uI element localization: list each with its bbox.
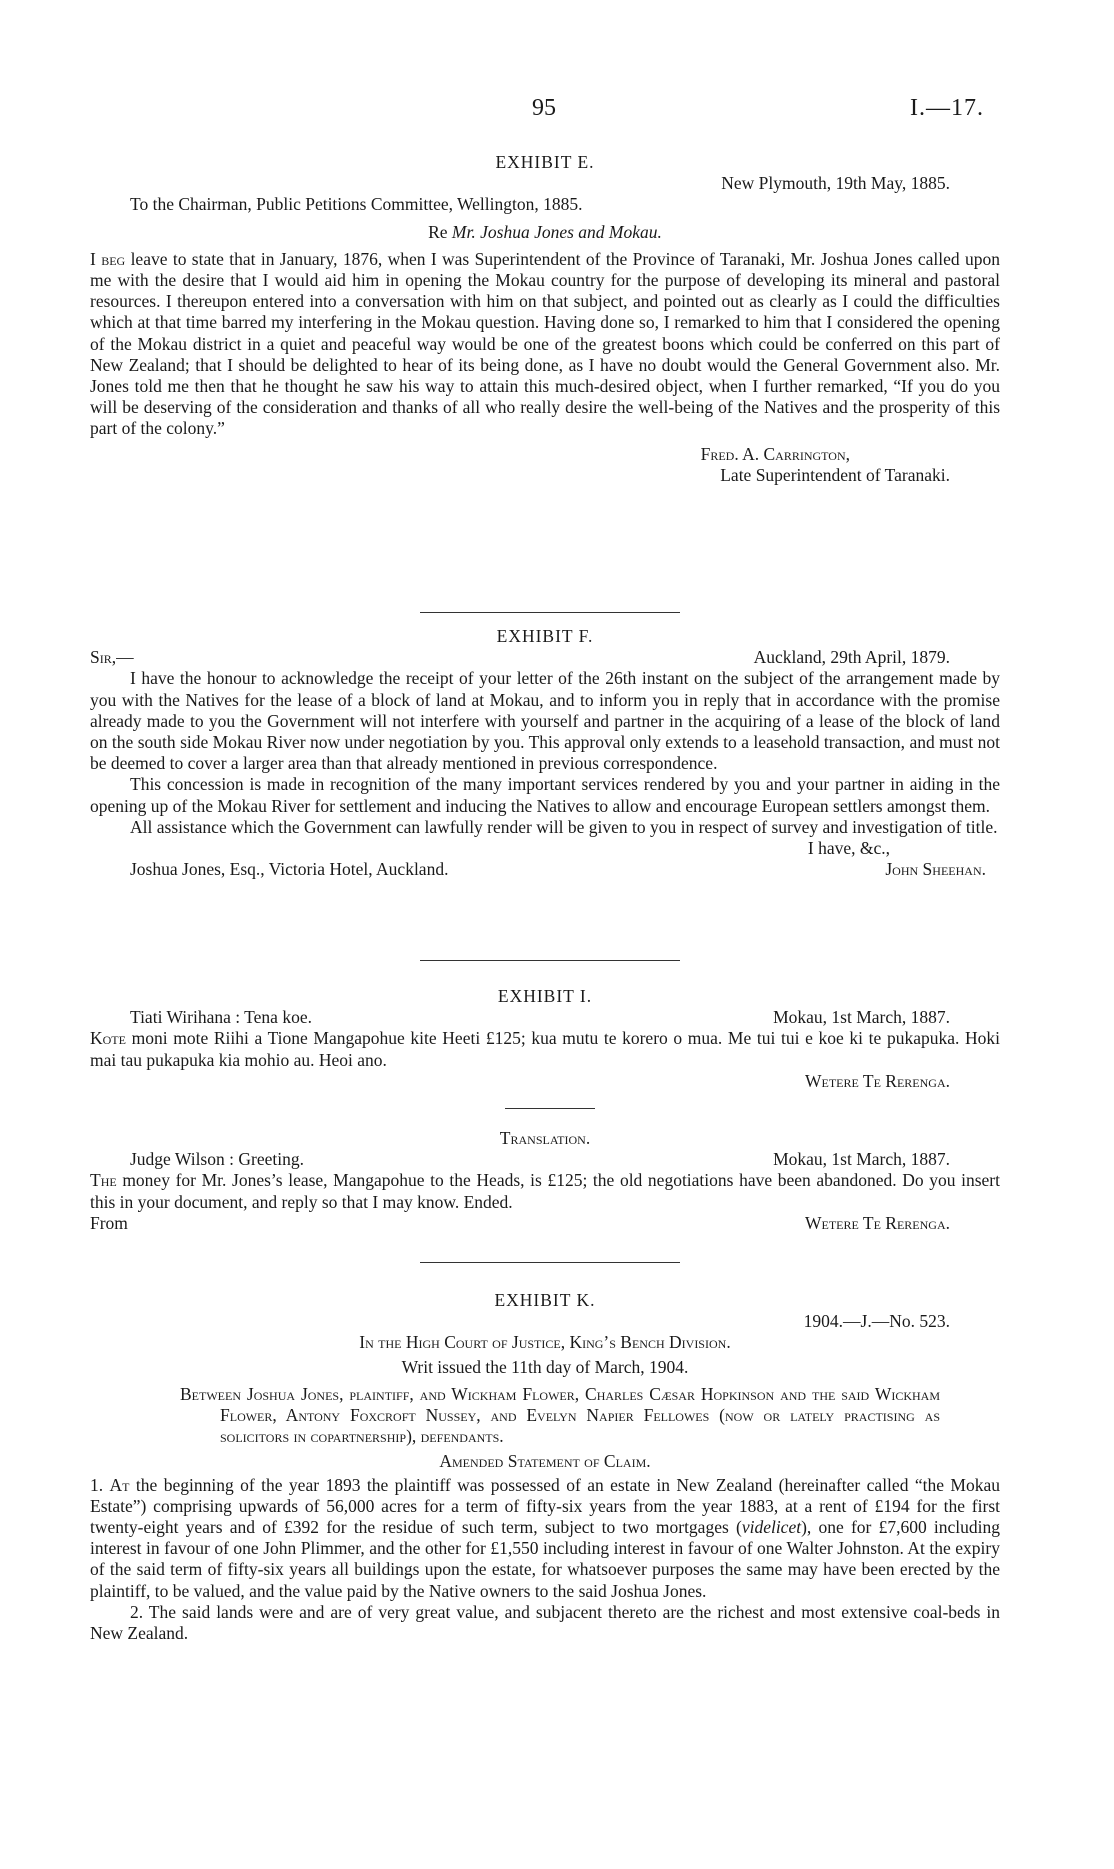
- document-reference: I.—17.: [910, 95, 984, 121]
- translation-signature: Wetere Te Rerenga.: [804, 1212, 950, 1233]
- exhibit-e-body-text: leave to state that in January, 1876, when I was Superintendent of the Province of Taranaki, Mr. Joshua Jones called upon me with the desire that I would aid him in opening the Mokau country for the purpose of developing its mineral and pastoral resources. I thereupon entered into a conversation with him on that subject, and pointed out as clearly as I could the difficulties which at that time barred my interfering in the Mokau question. Having done so, I remarked to him that I considered the opening of the Mokau district in a quiet and peaceful way would be one of the greatest boons which could be conferred on this part of New Zealand; that I should be delighted to hear of its being done, as I have no doubt would the General Government also. Mr. Jones told me then that he thought he saw his way to attain this much-desired object, when I further remarked, “If you do you will be deserving of the consideration and thanks of all who really desire the well-being of the Natives and the prosperity of this part of the colony.”: [90, 248, 1001, 439]
- translation-from: From: [90, 1212, 128, 1233]
- exhibit-f: [90, 626, 1000, 880]
- exhibit-e-addressee: To the Chairman, Public Petitions Committee, Wellington, 1885.: [130, 194, 583, 215]
- section-divider: [420, 612, 680, 613]
- translation: [90, 1128, 1000, 1234]
- exhibit-k-court: In the High Court of Justice, King’s Bench Division.: [359, 1332, 731, 1353]
- exhibit-f-closing: I have, &c.,: [807, 838, 890, 859]
- exhibit-e-re-prefix: Re: [428, 221, 448, 242]
- exhibit-i-opening: Kote: [90, 1028, 126, 1049]
- exhibit-e-signature-title: Late Superintendent of Taranaki.: [720, 464, 950, 485]
- translation-opening: The: [90, 1170, 117, 1191]
- exhibit-e-body: [90, 249, 1000, 440]
- translation-heading-line: [90, 1149, 1000, 1170]
- exhibit-i-heading-line: [90, 1007, 1000, 1028]
- exhibit-k-title: EXHIBIT K.: [494, 1290, 596, 1310]
- exhibit-e-title: EXHIBIT E.: [495, 152, 595, 172]
- exhibit-e-place-date: New Plymouth, 19th May, 1885.: [721, 173, 950, 194]
- exhibit-e: [90, 152, 1000, 486]
- translation-title: Translation.: [499, 1128, 591, 1148]
- exhibit-k-para-1: [90, 1475, 1000, 1602]
- exhibit-k: [90, 1290, 1000, 1644]
- page-number: 95: [532, 95, 556, 121]
- exhibit-f-salutation: Sir,—: [90, 647, 134, 668]
- exhibit-e-re-subject: Mr. Joshua Jones and Mokau.: [451, 221, 662, 242]
- exhibit-k-para-1-text-b: ), one for £7,600 including interest in favour of one John Plimmer, and the other for £1,550 including interest in favour of one Walter Johnston. At the expiry of the said term of fifty-six years all buildings upon the estate, for whatsoever purposes the same may have been erected by the plaintiff, to be valued, and the value paid by the Native owners to the said Joshua Jones.: [90, 1517, 1001, 1601]
- exhibit-k-para-1-opening: At: [109, 1474, 130, 1495]
- translation-place-date: Mokau, 1st March, 1887.: [773, 1149, 950, 1170]
- exhibit-k-parties: Between Joshua Jones, plaintiff, and Wickham Flower, Charles Cæsar Hopkinson and the said Wickham Flower, Antony Foxcroft Nussey, and Evelyn Napier Fellowes (now or lately practising as solicitors in copartnership), defendants.: [180, 1383, 940, 1447]
- exhibit-k-para-1-italic: videlicet: [741, 1517, 802, 1538]
- exhibit-i: [90, 986, 1000, 1092]
- exhibit-k-para-1-number: 1.: [90, 1474, 104, 1495]
- exhibit-k-para-2: 2. The said lands were and are of very great value, and subjacent thereto are the richest and most extensive coal-beds in New Zealand.: [90, 1601, 1000, 1644]
- exhibit-f-para-1: I have the honour to acknowledge the receipt of your letter of the 26th instant on the subject of the arrangement made by you with the Natives for the lease of a block of land at Mokau, and to inform you in reply that in accordance with the promise already made to you the Government will not interfere with yourself and partner in the acquiring of a lease of the block of land on the south side Mokau River now under negotiation by you. This approval only extends to a leasehold transaction, and must not be deemed to cover a larger area than that already mentioned in previous correspondence.: [90, 668, 1000, 774]
- exhibit-i-place-date: Mokau, 1st March, 1887.: [773, 1007, 950, 1028]
- translation-body-text: money for Mr. Jones’s lease, Mangapohue to the Heads, is £125; the old negotiations have been abandoned. Do you insert this in your document, and reply so that I may know. Ended.: [90, 1170, 1000, 1212]
- exhibit-f-recipient: Joshua Jones, Esq., Victoria Hotel, Auckland.: [130, 859, 449, 880]
- exhibit-k-case-number: 1904.—J.—No. 523.: [803, 1311, 950, 1332]
- exhibit-f-para-2: This concession is made in recognition of the many important services rendered by you and your partner in aiding in the opening up of the Mokau River for settlement and inducing the Natives to allow and encourage European settlers amongst them.: [90, 774, 1000, 816]
- exhibit-e-opening: I beg: [90, 248, 126, 269]
- exhibit-f-heading-line: [90, 647, 1000, 668]
- translation-greeting: Judge Wilson : Greeting.: [130, 1149, 304, 1170]
- exhibit-k-writ: Writ issued the 11th day of March, 1904.: [401, 1356, 689, 1377]
- translation-body: [90, 1170, 1000, 1212]
- section-divider: [420, 1262, 680, 1263]
- translation-from-line: [90, 1213, 1000, 1234]
- exhibit-i-title: EXHIBIT I.: [497, 986, 593, 1006]
- exhibit-f-title: EXHIBIT F.: [496, 626, 594, 646]
- exhibit-i-greeting: Tiati Wirihana : Tena koe.: [130, 1007, 312, 1028]
- exhibit-f-place-date: Auckland, 29th April, 1879.: [753, 647, 950, 668]
- exhibit-e-signature: [90, 444, 1000, 465]
- section-divider: [420, 960, 680, 961]
- exhibit-f-recipient-line: [90, 859, 1000, 880]
- exhibit-f-signature: John Sheehan.: [885, 859, 986, 880]
- exhibit-i-body: [90, 1028, 1000, 1070]
- exhibit-e-signature-name: Fred. A. Carrington,: [700, 443, 850, 464]
- section-divider-short: [505, 1108, 595, 1109]
- exhibit-i-body-text: moni mote Riihi a Tione Mangapohue kite Heeti £125; kua mutu te korero o mua. Me tui tui e koe ki te pukapuka. Hoki mai tau pukapuka kia mohio au. Heoi ano.: [90, 1028, 1000, 1070]
- exhibit-k-statement-title: Amended Statement of Claim.: [439, 1451, 651, 1472]
- exhibit-e-re-line: [90, 222, 1000, 243]
- exhibit-k-para-1-text-a: the beginning of the year 1893 the plaintiff was possessed of an estate in New Zealand (hereinafter called “the Mokau Estate”) comprising upwards of 56,000 acres for a term of fifty-six years from the year 1883, at a rent of £194 for the first twenty-eight years and of £392 for the residue of such term, subject to two mortgages (: [90, 1474, 1000, 1538]
- exhibit-i-signature: Wetere Te Rerenga.: [804, 1070, 950, 1091]
- exhibit-f-para-3: All assistance which the Government can lawfully render will be given to you in respect of survey and investigation of title.: [130, 816, 998, 837]
